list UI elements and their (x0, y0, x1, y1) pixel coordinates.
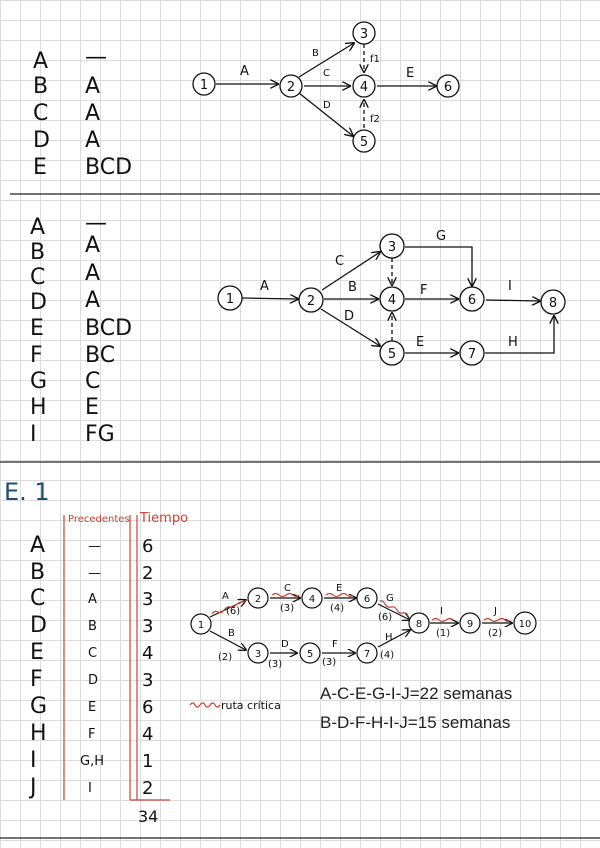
s3-pred-b: — (88, 566, 101, 581)
s2-label-d: D (344, 309, 355, 324)
s3-activity-a: A (30, 533, 46, 558)
s1-node-4-label: 4 (359, 80, 369, 95)
s3-node-6-label: 6 (363, 594, 371, 605)
section3-nodes (191, 588, 536, 663)
s3-time-f: 3 (142, 670, 154, 691)
s3-label-a-time: (6) (226, 606, 241, 617)
s2-pred-a: — (85, 211, 107, 236)
s3-pred-f: D (88, 673, 99, 688)
s2-label-a: A (260, 279, 269, 294)
s1-pred-e: BCD (85, 155, 133, 180)
s2-label-g: G (436, 229, 447, 244)
s3-label-i-time: (1) (436, 628, 451, 639)
s2-node-5-label: 5 (387, 347, 397, 362)
s3-time-g: 6 (142, 697, 154, 718)
s3-time-h: 4 (142, 724, 154, 745)
s3-label-h: H (385, 632, 393, 643)
s3-label-g-time: (6) (378, 612, 393, 623)
s2-node-3-label: 3 (387, 240, 397, 255)
s1-activity-d: D (33, 128, 50, 153)
s1-node-5-label: 5 (359, 135, 369, 150)
section2-table (30, 211, 132, 447)
s1-label-c: C (323, 68, 330, 79)
s3-label-b-time: (2) (218, 652, 233, 663)
s3-time-i: 1 (142, 751, 154, 772)
s2-activity-d: D (30, 290, 47, 315)
s3-time-total: 34 (138, 807, 159, 826)
s3-pred-g: E (88, 700, 97, 715)
s3-label-i: I (440, 606, 443, 617)
s3-node-9-label: 9 (466, 619, 474, 630)
s1-pred-c: A (85, 101, 101, 126)
s1-activity-b: B (33, 74, 49, 99)
s3-label-e: E (336, 583, 343, 594)
s3-node-10-label: 10 (518, 619, 532, 630)
s3-label-g: G (386, 593, 394, 604)
s2-label-e: E (416, 335, 425, 350)
section1-table (33, 45, 132, 180)
s1-label-a: A (240, 64, 249, 79)
s3-activity-g: G (30, 694, 48, 719)
s2-edge-h (485, 316, 554, 353)
s3-activity-f: F (30, 667, 43, 692)
s3-time-b: 2 (142, 563, 154, 584)
s1-label-b: B (312, 48, 319, 59)
s3-pred-a: — (88, 539, 101, 554)
s1-label-f2: f2 (370, 114, 380, 125)
s2-edge-g (405, 247, 472, 286)
s3-label-d-time: (3) (268, 659, 283, 670)
section1-network (216, 43, 436, 136)
s2-activity-c: C (30, 265, 46, 290)
s2-node-6-label: 6 (467, 293, 477, 308)
s3-node-4-label: 4 (308, 594, 316, 605)
s2-activity-e: E (30, 316, 44, 341)
s2-label-f: F (420, 283, 428, 298)
s1-activity-a: A (33, 49, 49, 74)
s2-edge-a (242, 298, 298, 299)
s1-node-6-label: 6 (443, 80, 453, 95)
s3-pred-d: B (88, 619, 97, 634)
s3-node-1-label: 1 (197, 620, 205, 631)
s3-activity-d: D (30, 613, 47, 638)
s2-node-2-label: 2 (306, 294, 316, 309)
s3-label-h-time: (4) (380, 650, 395, 661)
critical-path-result: A-C-E-G-I-J=22 semanas (320, 684, 513, 703)
s2-activity-g: G (30, 369, 48, 394)
s2-node-4-label: 4 (387, 293, 397, 308)
s3-label-j: J (494, 606, 497, 617)
s3-label-d: D (281, 639, 289, 650)
s1-pred-b: A (85, 74, 101, 99)
s3-activity-j: J (30, 775, 37, 800)
s1-label-f1: f1 (370, 54, 380, 65)
s2-label-i: I (508, 279, 512, 294)
s1-activity-e: E (33, 155, 47, 180)
s3-time-d: 3 (142, 616, 154, 637)
s2-edge-i (486, 300, 540, 301)
s2-label-c: C (335, 254, 345, 269)
s3-time-j: 2 (142, 778, 154, 799)
col-header-time: Tiempo (140, 511, 189, 526)
s3-activity-b: B (30, 560, 46, 585)
s3-time-a: 6 (142, 536, 154, 557)
s2-pred-f: BC (85, 343, 116, 368)
s2-activity-i: I (30, 422, 37, 447)
s2-activity-h: H (30, 395, 47, 420)
s3-node-7-label: 7 (363, 649, 371, 660)
s3-pred-c: A (88, 592, 97, 607)
exercise-title: E. 1 (4, 478, 50, 506)
s2-pred-b: A (85, 233, 101, 258)
s1-node-3-label: 3 (359, 27, 369, 42)
s3-time-e: 4 (142, 643, 154, 664)
s2-label-h: H (508, 335, 518, 350)
s3-label-c-time: (3) (280, 603, 295, 614)
s3-activity-e: E (30, 640, 44, 665)
legend-critical-path-label: ruta crítica (221, 699, 281, 712)
s3-pred-h: F (88, 727, 96, 742)
s2-node-8-label: 8 (548, 296, 558, 311)
s3-label-e-time: (4) (330, 603, 345, 614)
s2-activity-a: A (30, 215, 46, 240)
s2-node-1-label: 1 (225, 292, 235, 307)
s3-pred-e: C (88, 646, 98, 661)
s3-node-5-label: 5 (306, 649, 314, 660)
s3-label-b: B (228, 628, 235, 639)
other-path-result: B-D-F-H-I-J=15 semanas (320, 713, 511, 732)
s1-pred-a: — (85, 45, 107, 70)
s2-pred-g: C (85, 369, 101, 394)
s1-label-e: E (406, 66, 415, 81)
s1-label-d: D (323, 100, 331, 111)
s2-activity-b: B (30, 240, 46, 265)
legend-wavy-mark (190, 703, 220, 707)
s3-time-c: 3 (142, 589, 154, 610)
section1-nodes (193, 22, 459, 152)
s3-edge-h (378, 630, 410, 647)
s2-pred-i: FG (85, 422, 115, 447)
s2-pred-e: BCD (85, 316, 133, 341)
s3-label-a: A (222, 591, 229, 602)
s3-label-j-time: (2) (488, 628, 503, 639)
s2-pred-c: A (85, 261, 101, 286)
s3-label-f-time: (3) (322, 657, 337, 668)
s1-pred-d: A (85, 128, 101, 153)
s3-pred-i: G,H (80, 754, 104, 769)
s3-node-2-label: 2 (254, 594, 262, 605)
col-header-predecessors: Precedentes (68, 514, 130, 525)
s2-node-7-label: 7 (467, 347, 477, 362)
s2-pred-h: E (85, 395, 99, 420)
s2-activity-f: F (30, 343, 43, 368)
s1-node-1-label: 1 (199, 78, 209, 93)
s3-activity-i: I (30, 748, 37, 773)
section3-table (28, 533, 158, 826)
s3-node-3-label: 3 (254, 649, 262, 660)
s3-label-f: F (332, 639, 338, 650)
s1-activity-c: C (33, 101, 49, 126)
s3-pred-j: I (88, 781, 92, 796)
s1-node-2-label: 2 (286, 80, 296, 95)
s3-activity-c: C (30, 586, 46, 611)
s3-node-8-label: 8 (415, 619, 423, 630)
s2-pred-d: A (85, 288, 101, 313)
s3-activity-h: H (30, 721, 47, 746)
s2-label-b: B (348, 280, 357, 295)
s3-label-c: C (284, 583, 291, 594)
